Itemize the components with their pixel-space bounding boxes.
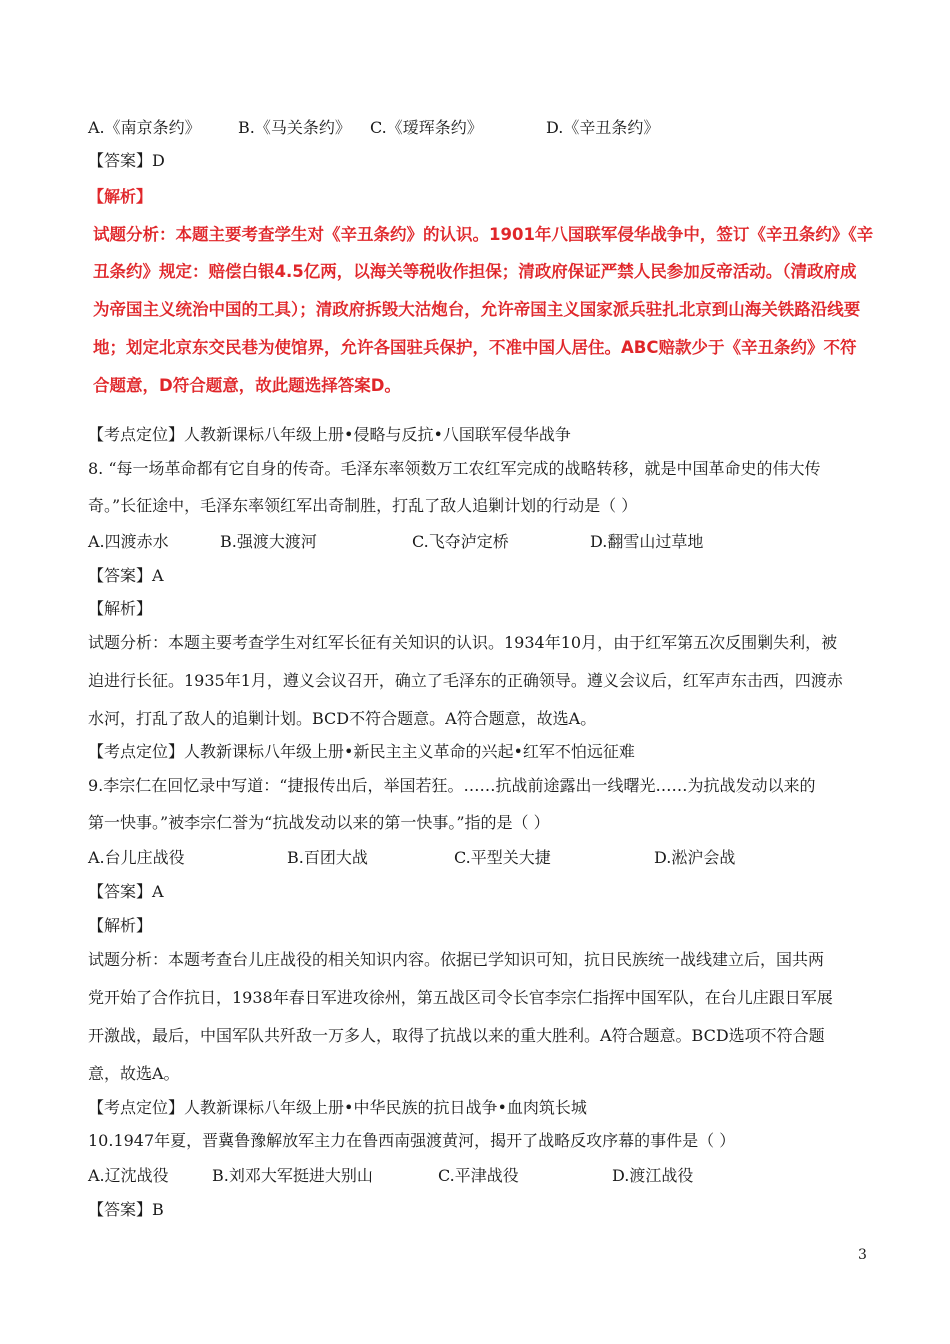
q9-option-b: B.百团大战	[287, 848, 368, 867]
q7-option-b: B.《马关条约》	[238, 118, 351, 137]
q7-analysis-line: 地；划定北京东交民巷为使馆界，允许各国驻兵保护，不准中国人居住。ABC赔款少于《辛丑条约》不符	[93, 338, 857, 357]
q9-stem-line: 9.李宗仁在回忆录中写道：“捷报传出后，举国若狂。……抗战前途露出一线曙光……为抗战发动以来的	[88, 776, 816, 795]
q8-option-c: C.飞夺泸定桥	[412, 532, 509, 551]
q7-analysis-line: 丑条约》规定：赔偿白银4.5亿两，以海关等税收作担保；清政府保证严禁人民参加反帝活动。（清政府成	[93, 262, 857, 281]
q9-analysis-title: 【解析】	[88, 916, 153, 935]
q7-analysis-title: 【解析】	[88, 187, 153, 206]
q8-analysis-line: 水河，打乱了敌人的追剿计划。BCD不符合题意。A符合题意，故选A。	[88, 709, 597, 728]
q9-option-c: C.平型关大捷	[454, 848, 551, 867]
q9-analysis-line: 意，故选A。	[88, 1064, 180, 1083]
q10-option-b: B.刘邓大军挺进大别山	[212, 1166, 373, 1185]
q8-location: 【考点定位】人教新课标八年级上册•新民主主义革命的兴起•红军不怕远征难	[88, 742, 635, 761]
q9-analysis-line: 开激战，最后，中国军队共歼敌一万多人，取得了抗战以来的重大胜利。A符合题意。BCD选项不符合题	[88, 1026, 825, 1045]
q7-option-d: D.《辛丑条约》	[546, 118, 660, 137]
q8-stem-line: 8. “每一场革命都有它自身的传奇。毛泽东率领数万工农红军完成的战略转移，就是中国革命史的伟大传	[88, 459, 821, 478]
q10-option-d: D.渡江战役	[612, 1166, 694, 1185]
q7-option-a: A.《南京条约》	[88, 118, 201, 137]
q7-analysis-line: 试题分析：本题主要考查学生对《辛丑条约》的认识。1901年八国联军侵华战争中，签订《辛丑条约》《辛	[93, 225, 874, 244]
q10-stem-line: 10.1947年夏，晋冀鲁豫解放军主力在鲁西南强渡黄河，揭开了战略反攻序幕的事件是（ ）	[88, 1131, 736, 1150]
q8-stem-line: 奇。”长征途中，毛泽东率领红军出奇制胜，打乱了敌人追剿计划的行动是（ ）	[88, 496, 638, 515]
q9-location: 【考点定位】人教新课标八年级上册•中华民族的抗日战争•血肉筑长城	[88, 1098, 587, 1117]
q8-option-d: D.翻雪山过草地	[590, 532, 704, 551]
q8-option-b: B.强渡大渡河	[220, 532, 317, 551]
q9-option-a: A.台儿庄战役	[88, 848, 185, 867]
q9-analysis-line: 党开始了合作抗日，1938年春日军进攻徐州，第五战区司令长官李宗仁指挥中国军队，在台儿庄跟日军展	[88, 988, 833, 1007]
q8-analysis-line: 迫进行长征。1935年1月，遵义会议召开，确立了毛泽东的正确领导。遵义会议后，红军声东击西，四渡赤	[88, 671, 843, 690]
page-number: 3	[858, 1247, 867, 1263]
q9-option-d: D.淞沪会战	[654, 848, 736, 867]
q8-option-a: A.四渡赤水	[88, 532, 169, 551]
q8-analysis-title: 【解析】	[88, 599, 153, 618]
q8-analysis-line: 试题分析：本题主要考查学生对红军长征有关知识的认识。1934年10月，由于红军第五次反围剿失利，被	[88, 633, 838, 652]
q9-stem-line: 第一快事。”被李宗仁誉为“抗战发动以来的第一快事。”指的是（ ）	[88, 813, 550, 832]
q8-answer: 【答案】A	[88, 566, 164, 585]
q10-option-c: C.平津战役	[438, 1166, 519, 1185]
q7-location: 【考点定位】人教新课标八年级上册•侵略与反抗•八国联军侵华战争	[88, 425, 571, 444]
q10-option-a: A.辽沈战役	[88, 1166, 169, 1185]
q7-answer: 【答案】D	[88, 151, 165, 170]
q9-answer: 【答案】A	[88, 882, 164, 901]
q9-analysis-line: 试题分析：本题考查台儿庄战役的相关知识内容。依据已学知识可知，抗日民族统一战线建立后，国共两	[88, 950, 825, 969]
q7-analysis-line: 为帝国主义统治中国的工具）；清政府拆毁大沽炮台，允许帝国主义国家派兵驻扎北京到山海关铁路沿线要	[93, 300, 861, 319]
q10-answer: 【答案】B	[88, 1200, 164, 1219]
q7-analysis-line: 合题意，D符合题意，故此题选择答案D。	[93, 376, 401, 395]
q7-option-c: C.《瑷珲条约》	[370, 118, 483, 137]
